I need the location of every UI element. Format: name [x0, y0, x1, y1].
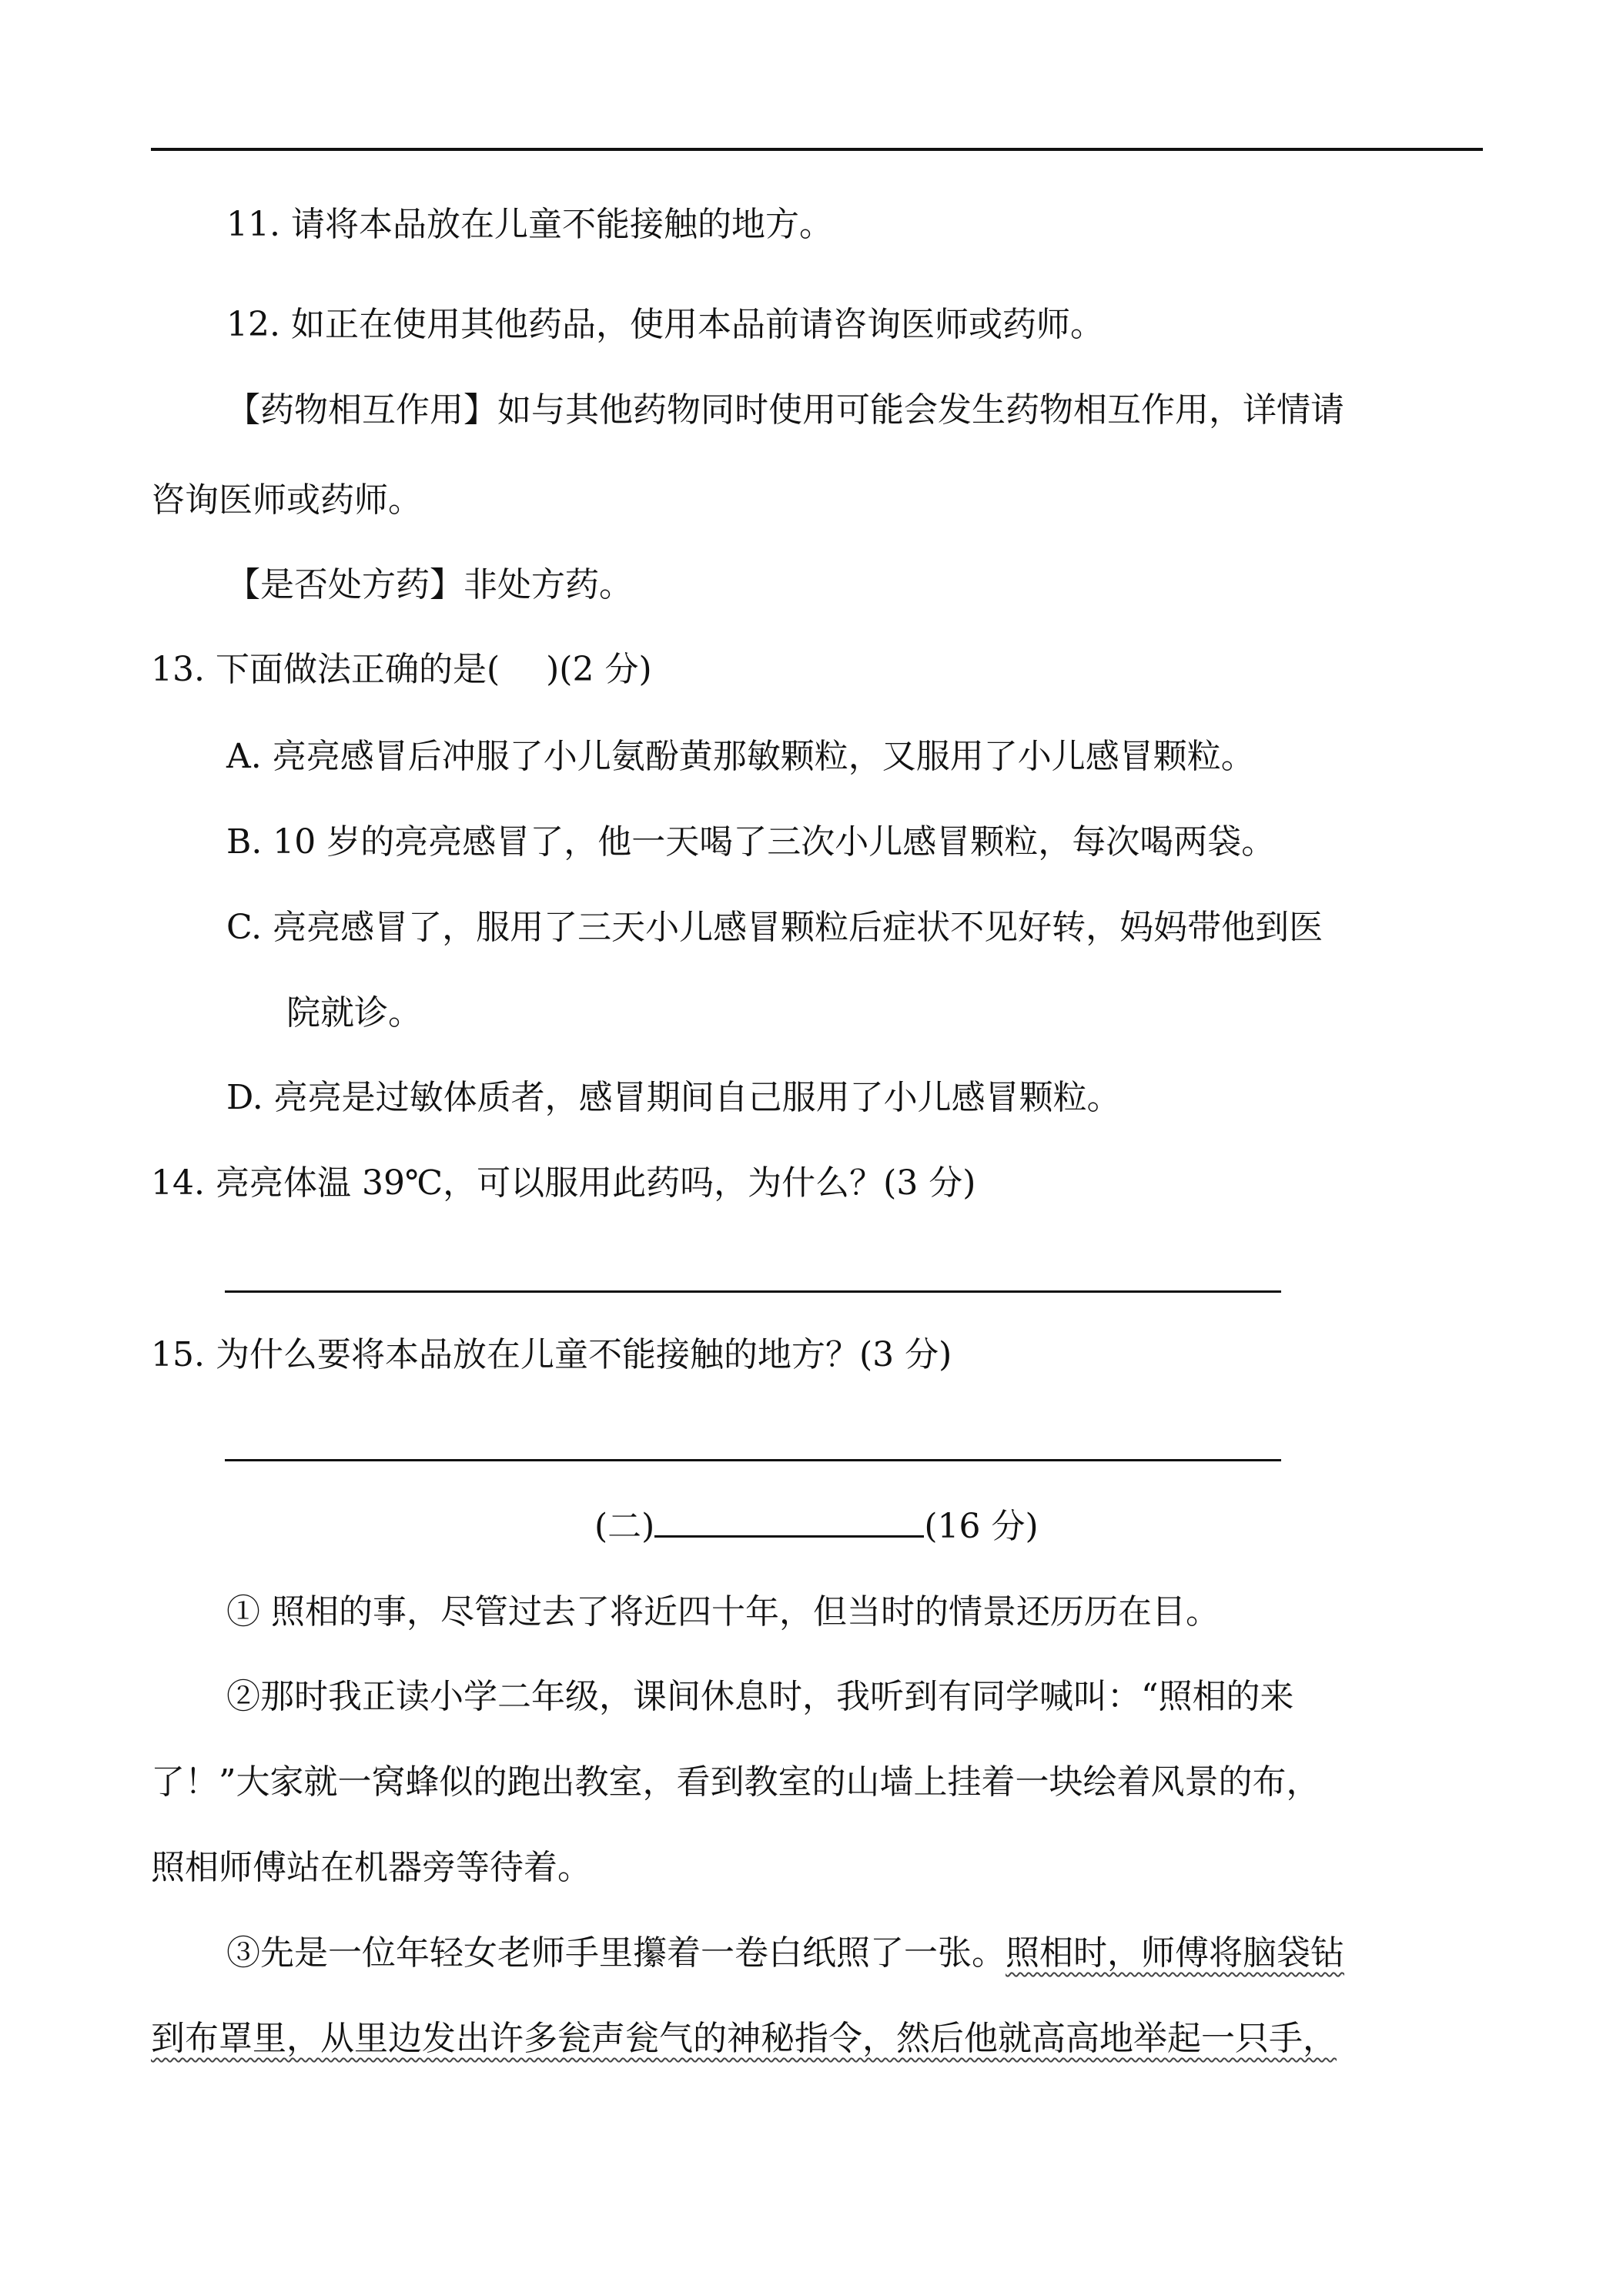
q13-option-d: D. 亮亮是过敏体质者，感冒期间自己服用了小儿感冒颗粒。 [226, 1078, 1121, 1117]
interactions-line-1: 【药物相互作用】如与其他药物同时使用可能会发生药物相互作用，详情请 [226, 390, 1344, 430]
q13-stem-before: 13. 下面做法正确的是( [151, 650, 500, 689]
passage-para-3-line-2 [151, 2016, 1337, 2062]
para-3-wavy-underlined-text-2: 到布罩里，从里边发出许多瓮声瓮气的神秘指令，然后他就高高地举起一只手， [151, 2019, 1337, 2058]
top-rule [151, 148, 1483, 151]
question-14: 14. 亮亮体温 39℃，可以服用此药吗，为什么？(3 分) [151, 1163, 976, 1203]
item-11: 11. 请将本品放在儿童不能接触的地方。 [226, 205, 833, 244]
q13-stem-after: )(2 分) [546, 650, 652, 689]
para-3-wavy-underlined-text: 照相时，师傅将脑袋钻 [1006, 1933, 1344, 1973]
prescription-status: 【是否处方药】非处方药。 [226, 565, 633, 604]
q13-option-b: B. 10 岁的亮亮感冒了，他一天喝了三次小儿感冒颗粒，每次喝两袋。 [226, 822, 1276, 862]
question-13-stem [151, 647, 652, 693]
passage-para-2-line-3: 照相师傅站在机器旁等待着。 [151, 1848, 591, 1887]
question-15: 15. 为什么要将本品放在儿童不能接触的地方？(3 分) [151, 1335, 952, 1374]
passage-para-2-line-1: ②那时我正读小学二年级，课间休息时，我听到有同学喊叫：“照相的来 [226, 1677, 1294, 1716]
section-title-blank[interactable] [654, 1501, 924, 1538]
section-label: (二) [594, 1507, 655, 1546]
section-2-heading [594, 1501, 1039, 1550]
passage-para-3-line-1 [226, 1930, 1344, 1976]
q13-option-c-line-2: 院就诊。 [286, 993, 422, 1033]
q15-answer-line[interactable] [225, 1459, 1281, 1461]
q14-answer-line[interactable] [225, 1290, 1281, 1293]
para-3-plain-text: ③先是一位年轻女老师手里攥着一卷白纸照了一张。 [226, 1933, 1006, 1973]
item-12: 12. 如正在使用其他药品，使用本品前请咨询医师或药师。 [226, 305, 1104, 344]
q13-option-a: A. 亮亮感冒后冲服了小儿氨酚黄那敏颗粒，又服用了小儿感冒颗粒。 [226, 737, 1255, 776]
section-score: (16 分) [924, 1507, 1039, 1546]
q13-option-c-line-1: C. 亮亮感冒了，服用了三天小儿感冒颗粒后症状不见好转，妈妈带他到医 [226, 908, 1323, 947]
passage-para-2-line-2: 了！”大家就一窝蜂似的跑出教室，看到教室的山墙上挂着一块绘着风景的布， [151, 1762, 1320, 1802]
interactions-line-2: 咨询医师或药师。 [151, 480, 422, 520]
passage-para-1: ① 照相的事，尽管过去了将近四十年，但当时的情景还历历在目。 [226, 1592, 1220, 1632]
